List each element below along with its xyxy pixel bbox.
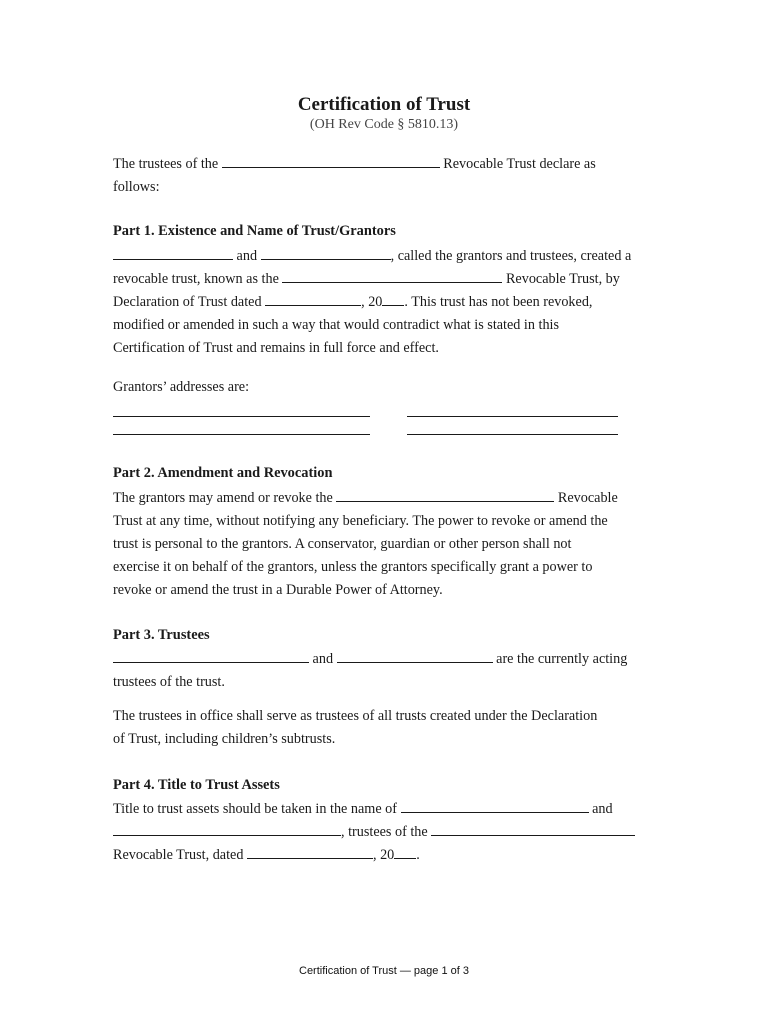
text: and — [312, 651, 334, 667]
text: revoke or amend the trust in a Durable Power of Attorney. — [113, 582, 443, 598]
trust-date-blank[interactable] — [247, 845, 373, 859]
part2-heading: Part 2. Amendment and Revocation — [113, 465, 333, 481]
text: revocable trust, known as the — [113, 271, 279, 287]
text: Revocable Trust, by — [505, 271, 620, 287]
text: Revocable — [557, 490, 618, 506]
part1-paragraph — [113, 245, 663, 360]
intro-text: The trustees of the — [113, 156, 219, 172]
trustee1-blank[interactable] — [113, 649, 309, 663]
text: are the currently acting — [496, 651, 628, 667]
text: , 20 — [372, 847, 395, 863]
part2-paragraph — [113, 487, 658, 602]
text: , trustees of the — [341, 824, 428, 840]
declaration-date-blank[interactable] — [265, 292, 361, 306]
trustee2-blank[interactable] — [113, 822, 341, 836]
grantor2-blank[interactable] — [261, 246, 391, 260]
part4-paragraph — [113, 798, 658, 867]
addresses-label: Grantors’ addresses are: — [113, 379, 250, 395]
part4-heading: Part 4. Title to Trust Assets — [113, 777, 280, 793]
trust-name-blank[interactable] — [336, 488, 554, 502]
part3-paragraph-2 — [113, 705, 658, 751]
text: and — [592, 801, 613, 817]
address-line[interactable] — [407, 416, 618, 417]
text: . — [416, 847, 420, 863]
address-line[interactable] — [407, 434, 618, 435]
text: The trustees in office shall serve as trustees of all trusts created under the Declaration — [113, 708, 598, 724]
address-line[interactable] — [113, 434, 370, 435]
text: trust is personal to the grantors. A conservator, guardian or other person shall not — [113, 536, 572, 552]
text: Declaration of Trust dated — [113, 294, 262, 310]
trustee2-blank[interactable] — [337, 649, 493, 663]
trust-name-blank[interactable] — [431, 822, 635, 836]
part3-paragraph — [113, 648, 658, 694]
year-blank[interactable] — [394, 845, 416, 859]
text: Trust at any time, without notifying any beneficiary. The power to revoke or amend the — [113, 513, 608, 529]
year-blank[interactable] — [382, 292, 404, 306]
page-footer: Certification of Trust — page 1 of 3 — [299, 965, 469, 977]
text: Certification of Trust and remains in full force and effect. — [113, 340, 439, 356]
text: and — [236, 248, 258, 264]
text: modified or amended in such a way that would contradict what is stated in this — [113, 317, 560, 333]
document-title: Certification of Trust — [297, 94, 471, 115]
intro-paragraph — [113, 153, 653, 199]
trust-name-blank[interactable] — [222, 154, 440, 168]
intro-text: Revocable Trust declare as — [443, 156, 596, 172]
text: Title to trust assets should be taken in the name of — [113, 801, 397, 817]
address-line[interactable] — [113, 416, 370, 417]
part1-heading: Part 1. Existence and Name of Trust/Grantors — [113, 223, 396, 239]
part3-heading: Part 3. Trustees — [113, 627, 210, 643]
text: . This trust has not been revoked, — [404, 294, 593, 310]
grantor1-blank[interactable] — [113, 246, 233, 260]
trust-name-blank[interactable] — [282, 269, 502, 283]
intro-text: follows: — [113, 179, 160, 195]
text: Revocable Trust, dated — [113, 847, 244, 863]
text: , called the grantors and trustees, created a — [390, 248, 632, 264]
text: The grantors may amend or revoke the — [113, 490, 333, 506]
text: trustees of the trust. — [113, 674, 225, 690]
document-subtitle: (OH Rev Code § 5810.13) — [309, 117, 459, 132]
text: exercise it on behalf of the grantors, unless the grantors specifically grant a power to — [113, 559, 593, 575]
text: of Trust, including children’s subtrusts. — [113, 731, 336, 747]
trustee1-blank[interactable] — [401, 799, 589, 813]
text: , 20 — [361, 294, 383, 310]
